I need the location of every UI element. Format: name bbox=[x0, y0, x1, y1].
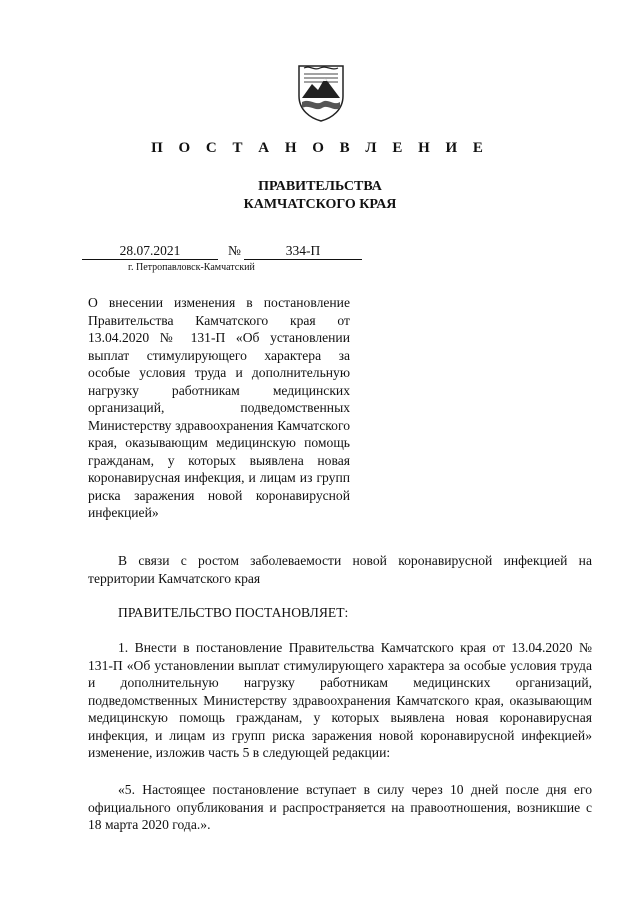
document-number: 334-П bbox=[244, 242, 362, 260]
issuer-line-2: КАМЧАТСКОГО КРАЯ bbox=[243, 197, 397, 212]
number-sign: № bbox=[228, 243, 241, 258]
issuer-line-1: ПРАВИТЕЛЬСТВА bbox=[258, 179, 382, 194]
document-date: 28.07.2021 bbox=[82, 242, 218, 260]
preamble-paragraph: В связи с ростом заболеваемости новой коронавирусной инфекцией на территории Камчатского края bbox=[88, 553, 592, 586]
item-1-quote: «5. Настоящее постановление вступает в силу через 10 дней после дня его официального опубликования и распространяется на правоотношения, возникшие с 18 марта 2020 года.». bbox=[88, 782, 592, 832]
item-1-paragraph: 1. Внести в постановление Правительства Камчатского края от 13.04.2020 № 131-П «Об установлении выплат стимулирующего характера за особые условия труда и дополнительную нагрузку работникам медицинских организаций, подведомственных Министерству здравоохранения Камчатского края, оказывающим медицинскую помощь гражданам, у которых выявлена новая коронавирусная инфекция, и лицам из групп риска заражения новой коронавирусной инфекцией» изменение, изложив часть 5 в следующей редакции: bbox=[88, 640, 592, 760]
issuer-block bbox=[0, 178, 640, 214]
document-subject: О внесении изменения в постановление Правительства Камчатского края от 13.04.2020 № 131-П «Об установлении выплат стимулирующего характера за особые условия труда и дополнительную нагрузку работникам медицинских организаций, подведомственных Министерству здравоохранения Камчатского края, оказывающим медицинскую помощь гражданам, у которых выявлена новая коронавирусная инфекция, и лицам из групп риска заражения новой коронавирусной инфекцией» bbox=[88, 295, 350, 520]
coat-of-arms-emblem bbox=[296, 62, 346, 122]
issue-city: г. Петропавловск-Камчатский bbox=[128, 262, 255, 273]
resolves-heading: ПРАВИТЕЛЬСТВО ПОСТАНОВЛЯЕТ: bbox=[118, 605, 349, 620]
document-type-title: П О С Т А Н О В Л Е Н И Е bbox=[151, 140, 489, 156]
